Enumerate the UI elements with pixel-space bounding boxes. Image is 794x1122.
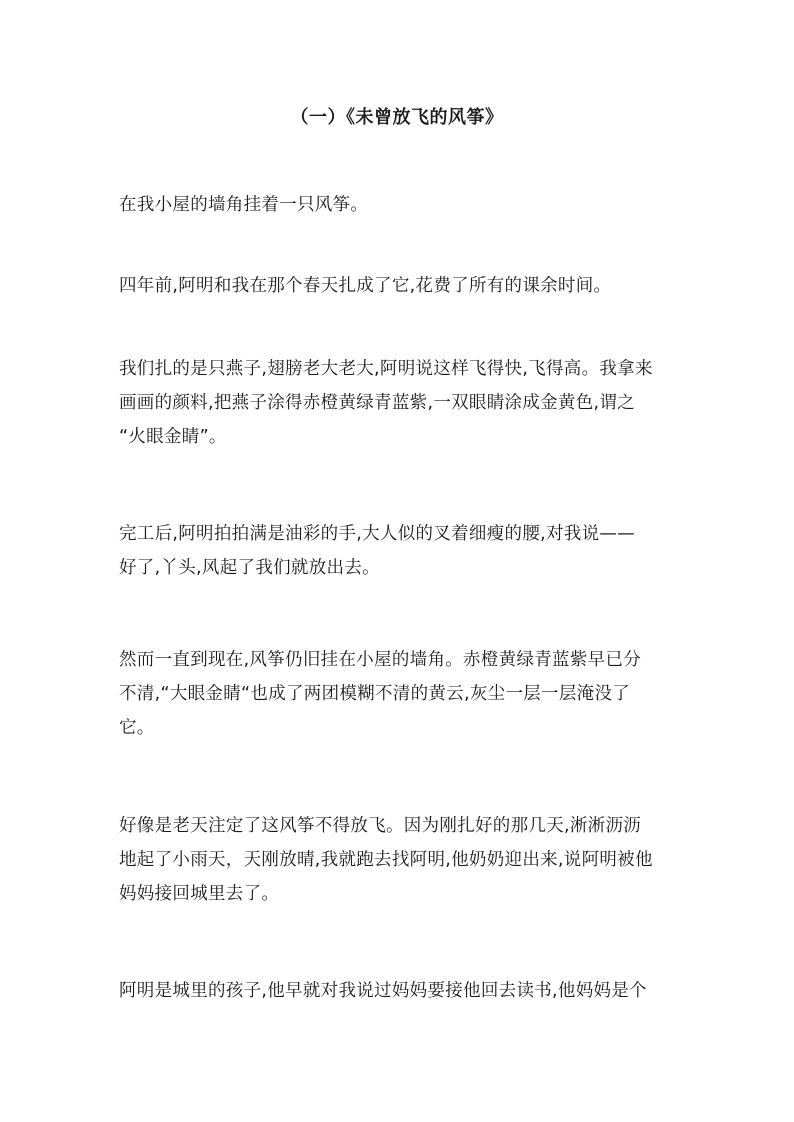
paragraph-line: 我们扎的是只燕子,翅膀老大老大,阿明说这样飞得快,飞得高。我拿来 bbox=[119, 359, 653, 379]
paragraph-line: 然而一直到现在,风筝仍旧挂在小屋的墙角。赤橙黄绿青蓝紫早已分 bbox=[119, 650, 642, 670]
paragraph-line: 画画的颜料,把燕子涂得赤橙黄绿青蓝紫,一双眼睛涂成金黄色,谓之 bbox=[119, 393, 635, 413]
paragraph-line: “火眼金睛”。 bbox=[119, 427, 227, 447]
paragraph-line: 妈妈接回城里去了。 bbox=[119, 884, 280, 904]
paragraph-line: 阿明是城里的孩子,他早就对我说过妈妈要接他回去读书,他妈妈是个 bbox=[119, 981, 647, 1001]
paragraph-1 bbox=[119, 188, 679, 222]
paragraph-4 bbox=[119, 517, 679, 585]
paragraph-line: 好了,丫头,风起了我们就放出去。 bbox=[119, 558, 380, 578]
document-title: （一）《未曾放飞的风筝》 bbox=[290, 107, 504, 128]
paragraph-2 bbox=[119, 269, 679, 303]
paragraph-7 bbox=[119, 974, 679, 1008]
paragraph-line: 完工后,阿明拍拍满是油彩的手,大人似的叉着细瘦的腰,对我说—— bbox=[119, 524, 635, 544]
paragraph-line: 四年前,阿明和我在那个春天扎成了它,花费了所有的课余时间。 bbox=[119, 276, 612, 296]
paragraph-line: 它。 bbox=[119, 718, 155, 738]
paragraph-line: 不清,“大眼金睛“也成了两团模糊不清的黄云,灰尘一层一层淹没了 bbox=[119, 684, 631, 704]
paragraph-5 bbox=[119, 643, 679, 745]
paragraph-line: 在我小屋的墙角挂着一只风筝。 bbox=[119, 195, 369, 215]
paragraph-line: 地起了小雨天，天刚放晴,我就跑去找阿明,他奶奶迎出来,说阿明被他 bbox=[119, 850, 653, 870]
paragraph-6 bbox=[119, 809, 679, 911]
paragraph-3 bbox=[119, 352, 679, 454]
paragraph-line: 好像是老天注定了这风筝不得放飞。因为刚扎好的那几天,淅淅沥沥 bbox=[119, 816, 642, 836]
